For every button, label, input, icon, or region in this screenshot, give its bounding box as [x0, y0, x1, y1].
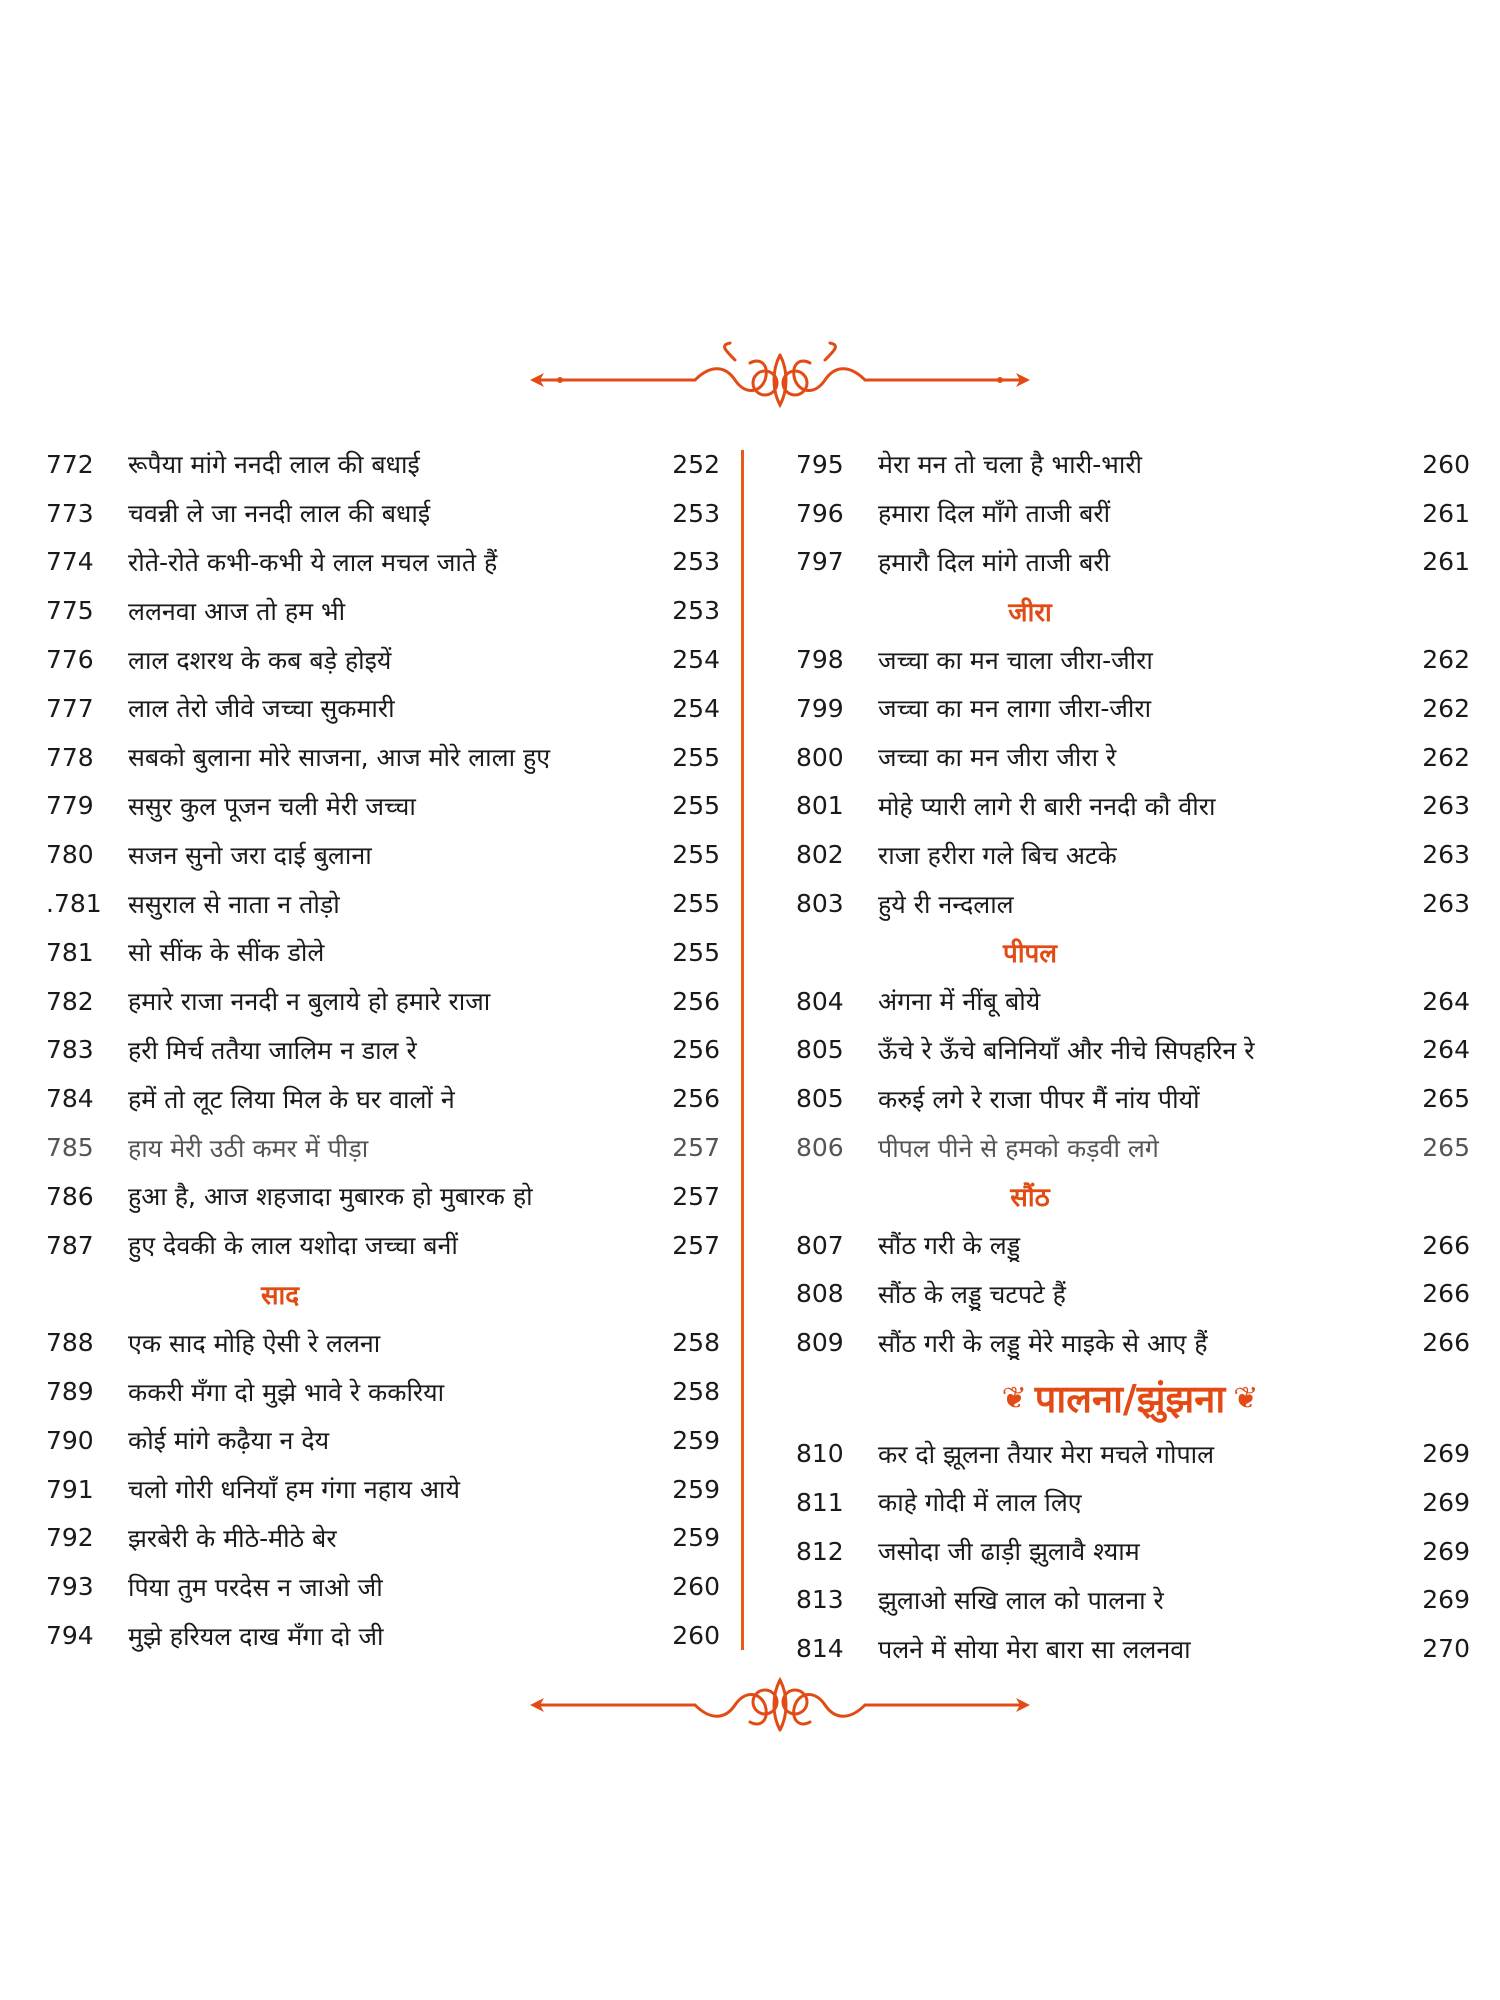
entry-number: 794	[46, 1621, 94, 1651]
entry-title: राजा हरीरा गले बिच अटके	[878, 840, 1117, 870]
toc-entry[interactable]	[40, 733, 720, 782]
toc-entry[interactable]	[790, 782, 1470, 831]
toc-entry[interactable]	[40, 1123, 720, 1172]
entry-number: 802	[796, 840, 844, 870]
entry-number: 797	[796, 547, 844, 577]
toc-entry[interactable]	[40, 1221, 720, 1270]
entry-number: 812	[796, 1536, 844, 1566]
entry-number: 781	[46, 937, 94, 967]
section-heading: सौंठ	[1010, 1183, 1050, 1214]
entry-title: हुये री नन्दलाल	[878, 889, 1014, 919]
entry-title: मेरा मन तो चला है भारी-भारी	[878, 450, 1143, 480]
entry-title: पीपल पीने से हमको कड़वी लगे	[878, 1133, 1159, 1163]
toc-entry[interactable]	[40, 440, 720, 489]
toc-entry[interactable]	[40, 1611, 720, 1660]
left-column	[40, 440, 720, 1660]
entry-page-number: 264	[1422, 1035, 1470, 1065]
entry-title: मोहे प्यारी लागे री बारी ननदी कौ वीरा	[878, 791, 1216, 821]
entry-title: ककरी मँगा दो मुझे भावे रे ककरिया	[128, 1377, 445, 1407]
toc-entry[interactable]	[790, 1270, 1470, 1319]
toc-entry[interactable]	[40, 684, 720, 733]
toc-entry[interactable]	[790, 684, 1470, 733]
toc-entry[interactable]	[40, 830, 720, 879]
entry-title: जच्चा का मन चाला जीरा-जीरा	[878, 645, 1153, 675]
entry-number: 789	[46, 1377, 94, 1407]
toc-entry[interactable]	[40, 1562, 720, 1611]
entry-title: सौंठ गरी के लड्डू मेरे माइके से आए हैं	[878, 1328, 1208, 1358]
entry-number: 805	[796, 1035, 844, 1065]
entry-title: सौंठ के लड्डू चटपटे हैं	[878, 1279, 1066, 1309]
leaf-ornament-icon: ❦	[1233, 1380, 1259, 1416]
entry-page-number: 254	[672, 693, 720, 723]
entry-title: काहे गोदी में लाल लिए	[878, 1488, 1082, 1518]
top-ornament	[520, 335, 1040, 425]
entry-number: 784	[46, 1084, 94, 1114]
entry-page-number: 263	[1422, 889, 1470, 919]
entry-page-number: 255	[672, 937, 720, 967]
entry-title: हमारौ दिल मांगे ताजी बरी	[878, 547, 1111, 577]
entry-page-number: 260	[1422, 449, 1470, 479]
entry-number: 814	[796, 1634, 844, 1664]
entry-page-number: 255	[672, 742, 720, 772]
entry-page-number: 269	[1422, 1585, 1470, 1615]
entry-title: जच्चा का मन लागा जीरा-जीरा	[878, 694, 1152, 724]
entry-number: 796	[796, 498, 844, 528]
toc-entry[interactable]	[40, 1026, 720, 1075]
entry-page-number: 259	[672, 1474, 720, 1504]
column-divider	[741, 450, 744, 1650]
toc-entry[interactable]	[790, 1527, 1470, 1576]
toc-entry[interactable]	[790, 733, 1470, 782]
toc-entry[interactable]	[40, 879, 720, 928]
toc-entry[interactable]	[40, 782, 720, 831]
toc-entry[interactable]	[40, 1416, 720, 1465]
entry-number: 779	[46, 791, 94, 821]
entry-title: झुलाओ सखि लाल को पालना रे	[878, 1585, 1164, 1615]
entry-title: झरबेरी के मीठे-मीठे बेर	[128, 1523, 337, 1553]
entry-title: कोई मांगे कढ़ैया न देय	[128, 1426, 330, 1456]
entry-page-number: 263	[1422, 840, 1470, 870]
entry-number: .781	[46, 889, 102, 919]
entry-page-number: 265	[1422, 1084, 1470, 1114]
entry-number: 776	[46, 645, 94, 675]
entry-title: सौंठ गरी के लड्डू	[878, 1231, 1021, 1261]
entry-number: 777	[46, 693, 94, 723]
entry-page-number: 270	[1422, 1634, 1470, 1664]
entry-page-number: 257	[672, 1181, 720, 1211]
entry-number: 788	[46, 1328, 94, 1358]
entry-number: 773	[46, 498, 94, 528]
entry-page-number: 256	[672, 1035, 720, 1065]
entry-page-number: 260	[672, 1572, 720, 1602]
entry-page-number: 260	[672, 1621, 720, 1651]
entry-page-number: 256	[672, 1084, 720, 1114]
entry-number: 804	[796, 986, 844, 1016]
toc-entry[interactable]	[40, 1465, 720, 1514]
entry-number: 803	[796, 889, 844, 919]
entry-title: हमें तो लूट लिया मिल के घर वालों ने	[128, 1084, 455, 1114]
entry-title: चवन्नी ले जा ननदी लाल की बधाई	[128, 499, 431, 529]
entry-page-number: 258	[672, 1328, 720, 1358]
toc-entry[interactable]	[790, 635, 1470, 684]
entry-number: 783	[46, 1035, 94, 1065]
entry-number: 793	[46, 1572, 94, 1602]
entry-number: 772	[46, 449, 94, 479]
entry-page-number: 269	[1422, 1487, 1470, 1517]
bottom-ornament	[520, 1660, 1040, 1750]
entry-title: हमारा दिल माँगे ताजी बरीं	[878, 499, 1111, 529]
entry-number: 805	[796, 1084, 844, 1114]
entry-title: जच्चा का मन जीरा जीरा रे	[878, 743, 1117, 773]
entry-title: कर दो झूलना तैयार मेरा मचले गोपाल	[878, 1439, 1215, 1469]
entry-title: हुआ है, आज शहजादा मुबारक हो मुबारक हो	[128, 1182, 533, 1212]
entry-page-number: 255	[672, 840, 720, 870]
toc-entry[interactable]	[790, 489, 1470, 538]
entry-title: पलने में सोया मेरा बारा सा ललनवा	[878, 1634, 1191, 1664]
toc-entry[interactable]	[40, 538, 720, 587]
entry-number: 791	[46, 1474, 94, 1504]
entry-page-number: 253	[672, 547, 720, 577]
entry-number: 799	[796, 693, 844, 723]
entry-title: ससुर कुल पूजन चली मेरी जच्चा	[128, 791, 416, 821]
entry-number: 787	[46, 1230, 94, 1260]
entry-title: ससुराल से नाता न तोड़ो	[128, 889, 340, 919]
entry-page-number: 257	[672, 1230, 720, 1260]
entry-page-number: 256	[672, 986, 720, 1016]
entry-page-number: 265	[1422, 1133, 1470, 1163]
toc-entry[interactable]	[40, 928, 720, 977]
entry-title: अंगना में नींबू बोये	[878, 987, 1041, 1017]
entry-page-number: 257	[672, 1133, 720, 1163]
toc-entry[interactable]	[790, 1074, 1470, 1123]
entry-page-number: 259	[672, 1523, 720, 1553]
entry-page-number: 258	[672, 1377, 720, 1407]
entry-page-number: 261	[1422, 547, 1470, 577]
toc-entry[interactable]	[40, 1367, 720, 1416]
entry-page-number: 266	[1422, 1328, 1470, 1358]
entry-page-number: 262	[1422, 645, 1470, 675]
entry-page-number: 254	[672, 645, 720, 675]
entry-page-number: 253	[672, 498, 720, 528]
entry-title: लाल तेरो जीवे जच्चा सुकमारी	[128, 694, 395, 724]
right-column	[790, 440, 1470, 1673]
entry-title: हरी मिर्च ततैया जालिम न डाल रे	[128, 1035, 417, 1065]
entry-title: लाल दशरथ के कब बड़े होइयें	[128, 645, 392, 675]
entry-number: 800	[796, 742, 844, 772]
entry-page-number: 269	[1422, 1536, 1470, 1566]
toc-entry[interactable]	[790, 440, 1470, 489]
section-heading: साद	[260, 1280, 300, 1311]
toc-entry[interactable]	[790, 538, 1470, 587]
chapter-heading	[790, 1367, 1470, 1429]
entry-page-number: 263	[1422, 791, 1470, 821]
section-heading: जीरा	[1008, 597, 1052, 628]
toc-entry[interactable]	[40, 489, 720, 538]
toc-entry[interactable]	[40, 1172, 720, 1221]
entry-number: 798	[796, 645, 844, 675]
toc-entry[interactable]	[790, 977, 1470, 1026]
toc-entry[interactable]	[790, 1318, 1470, 1367]
entry-title: एक साद मोहि ऐसी रे ललना	[128, 1328, 381, 1358]
entry-number: 786	[46, 1181, 94, 1211]
entry-title: सो सींक के सींक डोले	[128, 938, 325, 968]
entry-page-number: 255	[672, 889, 720, 919]
toc-entry[interactable]	[40, 1318, 720, 1367]
entry-number: 775	[46, 596, 94, 626]
entry-page-number: 252	[672, 449, 720, 479]
toc-entry[interactable]	[40, 635, 720, 684]
toc-entry[interactable]	[790, 1026, 1470, 1075]
entry-number: 795	[796, 449, 844, 479]
entry-page-number: 269	[1422, 1439, 1470, 1469]
entry-page-number: 259	[672, 1425, 720, 1455]
section-heading: पीपल	[1003, 939, 1057, 970]
entry-page-number: 266	[1422, 1230, 1470, 1260]
entry-page-number: 262	[1422, 742, 1470, 772]
entry-number: 808	[796, 1279, 844, 1309]
entry-number: 785	[46, 1133, 94, 1163]
toc-entry[interactable]	[40, 1514, 720, 1563]
entry-title: हाय मेरी उठी कमर में पीड़ा	[128, 1133, 369, 1163]
entry-number: 790	[46, 1425, 94, 1455]
entry-page-number: 262	[1422, 693, 1470, 723]
entry-number: 801	[796, 791, 844, 821]
toc-entry[interactable]	[40, 1074, 720, 1123]
entry-number: 792	[46, 1523, 94, 1553]
entry-number: 811	[796, 1487, 844, 1517]
entry-number: 809	[796, 1328, 844, 1358]
entry-number: 782	[46, 986, 94, 1016]
entry-title: चलो गोरी धनियाँ हम गंगा नहाय आये	[128, 1475, 460, 1505]
entry-page-number: 261	[1422, 498, 1470, 528]
entry-title: ऊँचे रे ऊँचे बनिनियाँ और नीचे सिपहरिन रे	[878, 1035, 1255, 1065]
toc-entry[interactable]	[790, 879, 1470, 928]
toc-entry[interactable]	[40, 977, 720, 1026]
entry-title: पिया तुम परदेस न जाओ जी	[128, 1572, 383, 1602]
toc-entry[interactable]	[790, 1576, 1470, 1625]
chapter-heading-text: पालना/झुंझना	[1034, 1377, 1226, 1422]
entry-title: रूपैया मांगे ननदी लाल की बधाई	[128, 450, 420, 480]
toc-entry[interactable]	[790, 1478, 1470, 1527]
entry-title: जसोदा जी ढाड़ी झुलावै श्याम	[878, 1537, 1140, 1567]
entry-title: हुए देवकी के लाल यशोदा जच्चा बनीं	[128, 1231, 458, 1261]
entry-title: सजन सुनो जरा दाई बुलाना	[128, 840, 372, 870]
entry-number: 806	[796, 1133, 844, 1163]
entry-title: करुई लगे रे राजा पीपर मैं नांय पीयों	[878, 1084, 1200, 1114]
entry-title: मुझे हरियल दाख मँगा दो जी	[128, 1621, 384, 1651]
toc-entry[interactable]	[790, 1429, 1470, 1478]
entry-page-number: 264	[1422, 986, 1470, 1016]
entry-number: 780	[46, 840, 94, 870]
leaf-ornament-icon: ❦	[1001, 1380, 1027, 1416]
entry-number: 810	[796, 1439, 844, 1469]
toc-entry[interactable]	[40, 586, 720, 635]
entry-number: 813	[796, 1585, 844, 1615]
entry-number: 774	[46, 547, 94, 577]
entry-page-number: 253	[672, 596, 720, 626]
toc-entry[interactable]	[790, 1221, 1470, 1270]
entry-title: हमारे राजा ननदी न बुलाये हो हमारे राजा	[128, 987, 491, 1017]
entry-page-number: 266	[1422, 1279, 1470, 1309]
toc-entry[interactable]	[790, 1123, 1470, 1172]
entry-title: ललनवा आज तो हम भी	[128, 596, 346, 626]
toc-entry[interactable]	[790, 830, 1470, 879]
entry-title: रोते-रोते कभी-कभी ये लाल मचल जाते हैं	[128, 547, 498, 577]
entry-page-number: 255	[672, 791, 720, 821]
entry-number: 807	[796, 1230, 844, 1260]
entry-number: 778	[46, 742, 94, 772]
entry-title: सबको बुलाना मोरे साजना, आज मोरे लाला हुए	[128, 743, 551, 773]
